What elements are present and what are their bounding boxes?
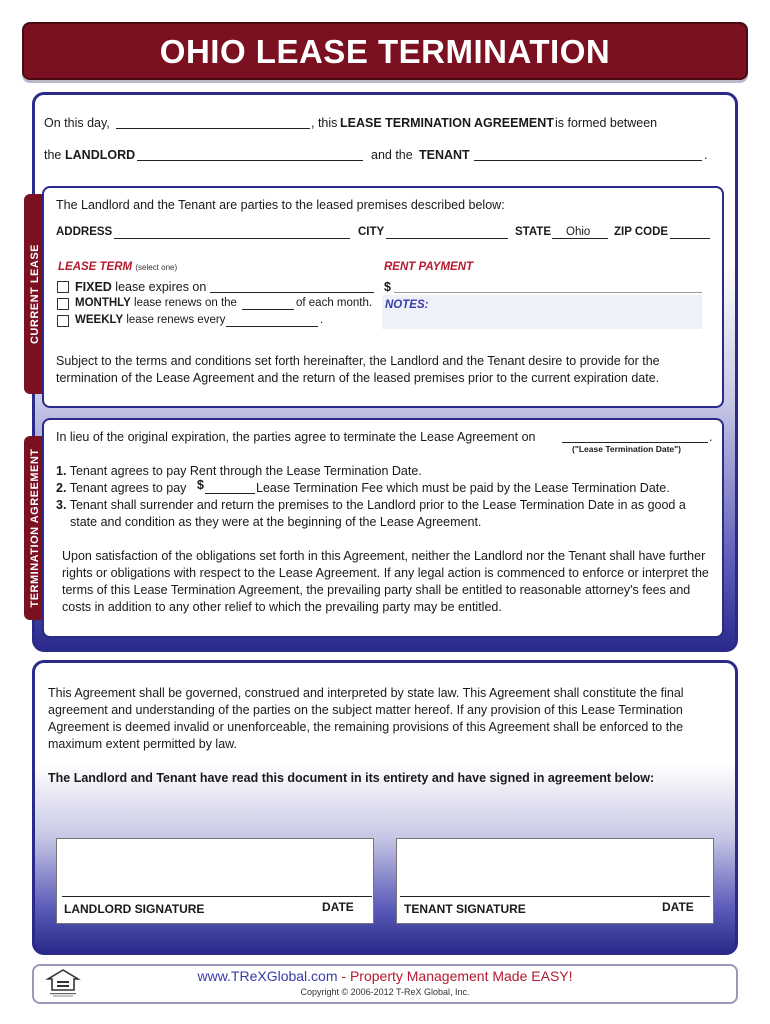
monthly-option: MONTHLY lease renews on the bbox=[75, 297, 237, 309]
rent-dollar-sign: $ bbox=[384, 280, 391, 294]
notes-field[interactable] bbox=[382, 295, 702, 329]
intro-and-the: and the bbox=[371, 148, 413, 162]
zip-label: ZIP CODE bbox=[614, 226, 669, 238]
landlord-name-field[interactable] bbox=[137, 160, 363, 161]
date-field[interactable] bbox=[116, 128, 310, 129]
footer-copyright: Copyright © 2006-2012 T-ReX Global, Inc. bbox=[300, 987, 470, 997]
intro-landlord: LANDLORD bbox=[65, 148, 136, 162]
zip-field[interactable] bbox=[670, 238, 710, 239]
tenant-signature-label: TENANT SIGNATURE bbox=[404, 902, 526, 916]
weekly-checkbox[interactable] bbox=[57, 315, 69, 327]
rent-payment-label: RENT PAYMENT bbox=[384, 261, 474, 273]
fixed-option: FIXED lease expires on bbox=[75, 280, 207, 294]
tenant-name-field[interactable] bbox=[474, 160, 702, 161]
subject-paragraph: Subject to the terms and conditions set forth hereinafter, the Landlord and the Tenant desire to provide for the termination of the Lease Agreement and the return of the leased premises prior to the current expiration date. bbox=[56, 354, 660, 385]
termination-fee-field[interactable] bbox=[205, 493, 255, 494]
termination-agreement-tab-label: TERMINATION AGREEMENT bbox=[29, 448, 41, 608]
city-field[interactable] bbox=[386, 238, 508, 239]
footer-url[interactable]: www.TReXGlobal.com bbox=[197, 968, 338, 984]
monthly-day-field[interactable] bbox=[242, 309, 294, 310]
read-agreement-text: The Landlord and Tenant have read this document in its entirety and have signed in agreement below: bbox=[48, 771, 655, 785]
item-1: 1. Tenant agrees to pay Rent through the Lease Termination Date. bbox=[56, 464, 422, 478]
monthly-checkbox[interactable] bbox=[57, 298, 69, 310]
item-2: 2. Tenant agrees to pay bbox=[56, 481, 187, 495]
termination-date-field[interactable] bbox=[562, 442, 708, 443]
select-one-hint: (select one) bbox=[135, 263, 178, 272]
intro-this: , this bbox=[311, 116, 338, 130]
address-label: ADDRESS bbox=[56, 226, 113, 238]
intro-tenant: TENANT bbox=[419, 148, 470, 162]
intro-agreement-name: LEASE TERMINATION AGREEMENT bbox=[340, 116, 554, 130]
intro-period: . bbox=[704, 148, 708, 162]
item-2-rest: Lease Termination Fee which must be paid by the Lease Termination Date. bbox=[256, 481, 670, 495]
fee-dollar-sign: $ bbox=[197, 478, 204, 492]
state-value: Ohio bbox=[566, 226, 591, 238]
in-lieu-period: . bbox=[709, 430, 713, 444]
tenant-signature-line bbox=[400, 896, 710, 897]
rent-amount-field[interactable] bbox=[394, 292, 702, 293]
fixed-checkbox[interactable] bbox=[57, 281, 69, 293]
weekly-suffix: . bbox=[320, 314, 324, 326]
intro-formed-between: is formed between bbox=[555, 116, 658, 130]
tenant-date-label: DATE bbox=[662, 900, 694, 914]
governing-law-paragraph: This Agreement shall be governed, construed and interpreted by state law. This Agreement shall constitute the final agreement and understanding of the parties on the subject matter hereof. If any provision of this Lease Termination Agreement is deemed invalid or unenforceable, the remaining provisions of this Agreement shall be enforced to the maximum extent permitted by law. bbox=[48, 686, 684, 751]
state-label: STATE bbox=[515, 226, 551, 238]
fixed-expire-field[interactable] bbox=[210, 292, 374, 293]
current-lease-tab-label: CURRENT LEASE bbox=[29, 243, 41, 345]
upon-satisfaction-paragraph: Upon satisfaction of the obligations set forth in this Agreement, neither the Landlord nor the Tenant shall have further rights or obligations with respect to the Lease Agreement. If any legal action is commenced to enforce or interpret the terms of this Lease Termination Agreement, the prevailing party shall be entitled to reasonable attorney's fees and costs in addition to any other relief to which the prevailing party may be entitled. bbox=[62, 549, 709, 614]
intro-the: the bbox=[44, 148, 62, 162]
notes-label: NOTES: bbox=[385, 299, 429, 311]
weekly-day-field[interactable] bbox=[226, 326, 318, 327]
landlord-date-label: DATE bbox=[322, 900, 354, 914]
landlord-signature-line bbox=[62, 896, 372, 897]
parties-text: The Landlord and the Tenant are parties to the leased premises described below: bbox=[56, 198, 505, 212]
item-3: 3. Tenant shall surrender and return the premises to the Landlord prior to the Lease Termination Date in as good a bbox=[56, 498, 686, 512]
monthly-suffix: of each month. bbox=[296, 297, 373, 309]
termination-date-caption: ("Lease Termination Date") bbox=[572, 444, 681, 454]
landlord-signature-label: LANDLORD SIGNATURE bbox=[64, 902, 205, 916]
footer-link[interactable] bbox=[0, 968, 770, 984]
lease-term-label: LEASE TERM (select one) bbox=[58, 261, 178, 273]
item-3-continued: state and condition as they were at the beginning of the Lease Agreement. bbox=[70, 515, 482, 529]
address-field[interactable] bbox=[114, 238, 350, 239]
weekly-option: WEEKLY lease renews every bbox=[75, 314, 226, 326]
in-lieu-text: In lieu of the original expiration, the parties agree to terminate the Lease Agreement on bbox=[56, 430, 536, 444]
state-field[interactable] bbox=[552, 238, 608, 239]
document-title: OHIO LEASE TERMINATION bbox=[22, 22, 748, 80]
intro-on-this-day: On this day, bbox=[44, 116, 110, 130]
footer-tagline: - Property Management Made EASY! bbox=[337, 968, 573, 984]
city-label: CITY bbox=[358, 226, 385, 238]
